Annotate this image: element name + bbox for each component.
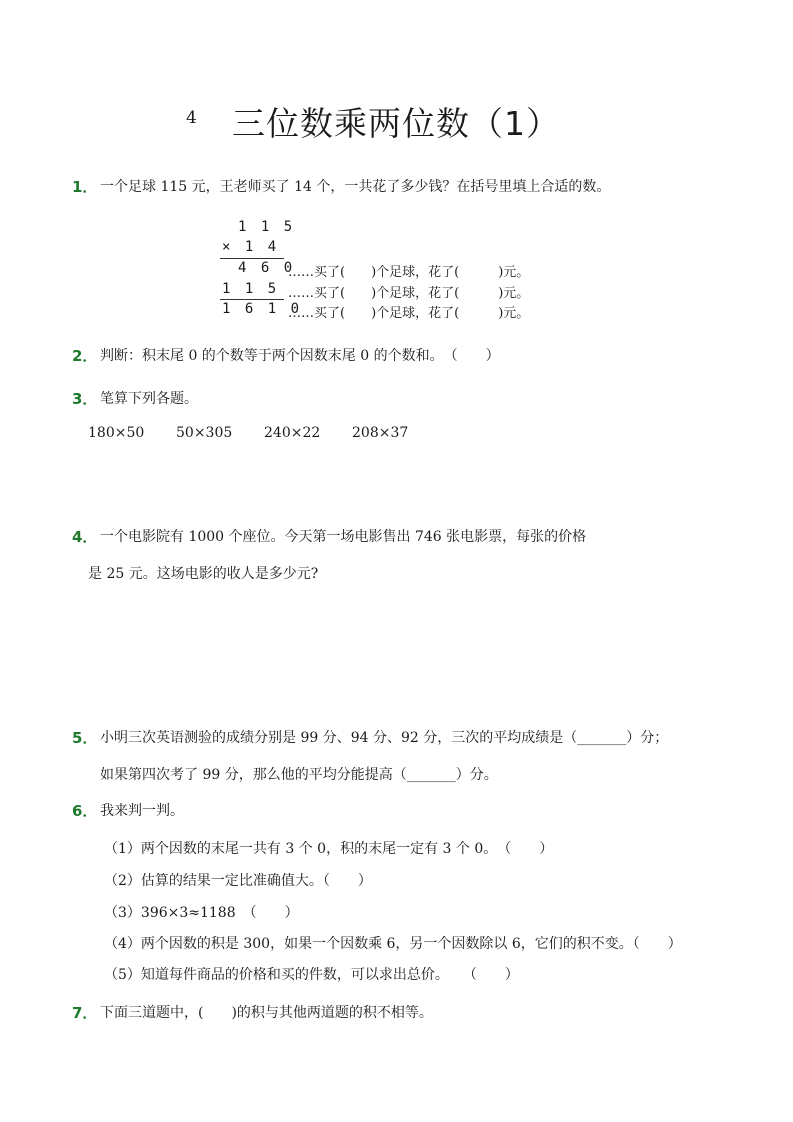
calc-divider <box>220 258 284 259</box>
question-number: 1． <box>72 178 98 196</box>
question-text: 我来判一判。 <box>100 803 184 819</box>
calc-note: ……买了( )个足球，花了( )元。 <box>288 265 530 280</box>
question-text: 判断：积末尾 0 的个数等于两个因数末尾 0 的个数和。 （ ） <box>100 348 500 364</box>
page-title: 三位数乘两位数（1） <box>232 104 560 143</box>
exercise-item: 180×50 <box>88 425 145 441</box>
final-product: 1 6 1 0 <box>222 301 303 317</box>
question-text: 下面三道题中，( )的积与其他两道题的积不相等。 <box>100 1005 433 1021</box>
question-number: 6． <box>72 802 98 820</box>
question-text: 一个足球 115 元，王老师买了 14 个，一共花了多少钱？在括号里填上合适的数。 <box>100 179 611 195</box>
partial-product-1: 4 6 0 <box>238 260 296 276</box>
calc-note: ……买了( )个足球，花了( )元。 <box>288 306 530 321</box>
exercise-item: 208×37 <box>352 425 409 441</box>
question-text: 笔算下列各题。 <box>100 391 198 407</box>
calc-note: ……买了( )个足球，花了( )元。 <box>288 286 530 301</box>
unit-number: 4 <box>186 108 197 128</box>
exercise-item: 240×22 <box>264 425 321 441</box>
question-number: 4． <box>72 528 98 546</box>
judgement-item: （2）估算的结果一定比准确值大。（ ） <box>104 873 372 889</box>
question-number: 3． <box>72 390 98 408</box>
calc-divider <box>220 299 284 300</box>
question-text-continued: 是 25 元。这场电影的收人是多少元? <box>88 566 319 582</box>
question-text-continued: 如果第四次考了 99 分，那么他的平均分能提高（_______）分。 <box>100 767 498 783</box>
question-number: 5． <box>72 729 98 747</box>
judgement-item: （5）知道每件商品的价格和买的件数，可以求出总价。 （ ） <box>104 967 519 983</box>
partial-product-2: 1 1 5 <box>222 281 280 297</box>
exercise-item: 50×305 <box>176 425 233 441</box>
multiplier: × 1 4 <box>222 239 280 255</box>
judgement-item: （4）两个因数的积是 300，如果一个因数乘 6，另一个因数除以 6，它们的积不变。（ ） <box>104 936 682 952</box>
question-text: 一个电影院有 1000 个座位。今天第一场电影售出 746 张电影票，每张的价格 <box>100 529 587 545</box>
judgement-item: （1）两个因数的末尾一共有 3 个 0，积的末尾一定有 3 个 0。 （ ） <box>104 841 554 857</box>
question-number: 7． <box>72 1004 98 1022</box>
question-number: 2． <box>72 347 98 365</box>
judgement-item: （3）396×3≈1188 （ ） <box>104 905 299 921</box>
multiplicand: 1 1 5 <box>238 219 296 235</box>
question-text: 小明三次英语测验的成绩分别是 99 分、94 分、92 分，三次的平均成绩是（_______）分； <box>100 730 669 746</box>
